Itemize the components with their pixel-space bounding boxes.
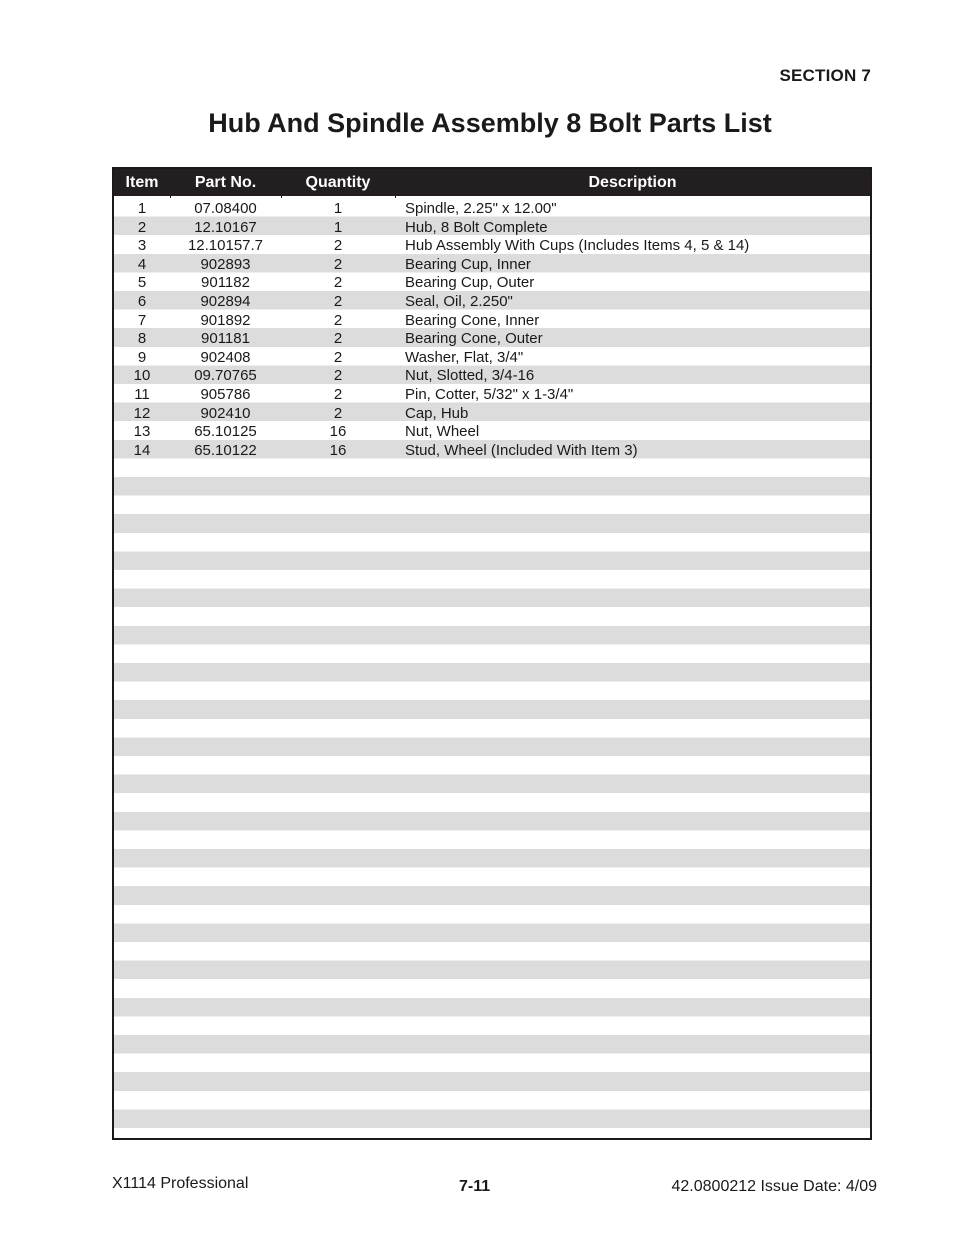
item-cell: 11 bbox=[134, 385, 150, 403]
quantity-cell: 2 bbox=[333, 367, 343, 385]
part-no-cell: 901182 bbox=[201, 274, 250, 292]
item-cell: 1 bbox=[137, 200, 147, 217]
item-cell: 14 bbox=[133, 441, 151, 459]
item-cell: 7 bbox=[137, 311, 147, 329]
description-cell: Spindle, 2.25" x 12.00" bbox=[405, 200, 557, 217]
part-no-cell: 12.10167 bbox=[194, 218, 257, 236]
table-row bbox=[114, 293, 870, 312]
description-cell: Stud, Wheel (Included With Item 3) bbox=[405, 441, 638, 459]
column-header-quantity: Quantity bbox=[305, 173, 371, 191]
quantity-cell: 2 bbox=[333, 385, 343, 403]
quantity-cell: 2 bbox=[333, 274, 343, 292]
table-row bbox=[114, 349, 870, 368]
column-header-item: Item bbox=[125, 173, 159, 191]
quantity-cell: 16 bbox=[329, 423, 347, 441]
description-cell: Hub, 8 Bolt Complete bbox=[405, 218, 548, 236]
item-cell: 2 bbox=[137, 218, 147, 236]
table-body bbox=[114, 198, 870, 1138]
page-title: Hub And Spindle Assembly 8 Bolt Parts List bbox=[208, 108, 772, 138]
part-no-cell: 09.70765 bbox=[194, 367, 257, 385]
description-cell: Nut, Wheel bbox=[405, 423, 480, 441]
description-cell: Bearing Cup, Inner bbox=[405, 255, 531, 273]
description-cell: Pin, Cotter, 5/32" x 1-3/4" bbox=[405, 385, 574, 403]
quantity-cell: 2 bbox=[333, 237, 343, 255]
description-cell: Nut, Slotted, 3/4-16 bbox=[405, 367, 535, 385]
footer-page-number: 7-11 bbox=[459, 1178, 491, 1195]
description-cell: Bearing Cone, Inner bbox=[405, 311, 540, 329]
description-cell: Bearing Cup, Outer bbox=[405, 274, 535, 292]
quantity-cell: 2 bbox=[333, 330, 343, 348]
section-label: SECTION 7 bbox=[779, 66, 871, 85]
footer-model: X1114 Professional bbox=[112, 1175, 249, 1192]
table-row bbox=[114, 386, 870, 405]
table-row bbox=[114, 367, 870, 386]
part-no-cell: 902894 bbox=[200, 292, 251, 310]
column-header-part-no: Part No. bbox=[194, 173, 257, 191]
table-row bbox=[114, 256, 870, 275]
quantity-cell: 16 bbox=[329, 441, 347, 459]
quantity-cell: 2 bbox=[333, 311, 343, 329]
description-cell: Hub Assembly With Cups (Includes Items 4, 5 & 14) bbox=[405, 237, 750, 255]
description-cell: Seal, Oil, 2.250" bbox=[405, 292, 513, 310]
quantity-cell: 2 bbox=[333, 255, 343, 273]
part-no-cell: 902408 bbox=[200, 348, 251, 366]
part-no-cell: 65.10122 bbox=[194, 441, 257, 459]
table-header bbox=[114, 169, 870, 196]
quantity-cell: 2 bbox=[333, 292, 343, 310]
table-row bbox=[114, 219, 870, 238]
footer-issue-date: 42.0800212 Issue Date: 4/09 bbox=[671, 1178, 877, 1195]
part-no-cell: 902893 bbox=[200, 255, 251, 273]
part-no-cell: 902410 bbox=[200, 404, 251, 422]
item-cell: 8 bbox=[137, 330, 147, 348]
part-no-cell: 901181 bbox=[201, 330, 250, 348]
item-cell: 6 bbox=[137, 292, 147, 310]
table-row bbox=[114, 237, 870, 256]
quantity-cell: 2 bbox=[333, 348, 343, 366]
part-no-cell: 905786 bbox=[200, 385, 251, 403]
part-no-cell: 901892 bbox=[200, 311, 251, 329]
description-cell: Cap, Hub bbox=[405, 404, 469, 422]
description-cell: Washer, Flat, 3/4" bbox=[405, 348, 524, 366]
quantity-cell: 1 bbox=[333, 200, 343, 217]
part-no-cell: 65.10125 bbox=[194, 423, 257, 441]
table-row bbox=[114, 423, 870, 442]
table-row bbox=[114, 442, 870, 461]
table-row bbox=[114, 274, 870, 293]
column-header-description: Description bbox=[588, 173, 677, 191]
description-cell: Bearing Cone, Outer bbox=[405, 330, 543, 348]
table-row bbox=[114, 200, 870, 219]
item-cell: 10 bbox=[133, 367, 151, 385]
item-cell: 9 bbox=[137, 348, 147, 366]
item-cell: 12 bbox=[133, 404, 151, 422]
part-no-cell: 07.08400 bbox=[194, 200, 257, 217]
table-row bbox=[114, 405, 870, 424]
item-cell: 4 bbox=[137, 255, 147, 273]
table-row bbox=[114, 312, 870, 331]
item-cell: 3 bbox=[137, 237, 147, 255]
quantity-cell: 1 bbox=[333, 218, 343, 236]
table-row bbox=[114, 330, 870, 349]
table-rows bbox=[114, 200, 870, 460]
part-no-cell: 12.10157.7 bbox=[187, 237, 264, 255]
item-cell: 5 bbox=[137, 274, 147, 292]
item-cell: 13 bbox=[133, 423, 151, 441]
quantity-cell: 2 bbox=[333, 404, 343, 422]
parts-table bbox=[112, 167, 872, 1140]
